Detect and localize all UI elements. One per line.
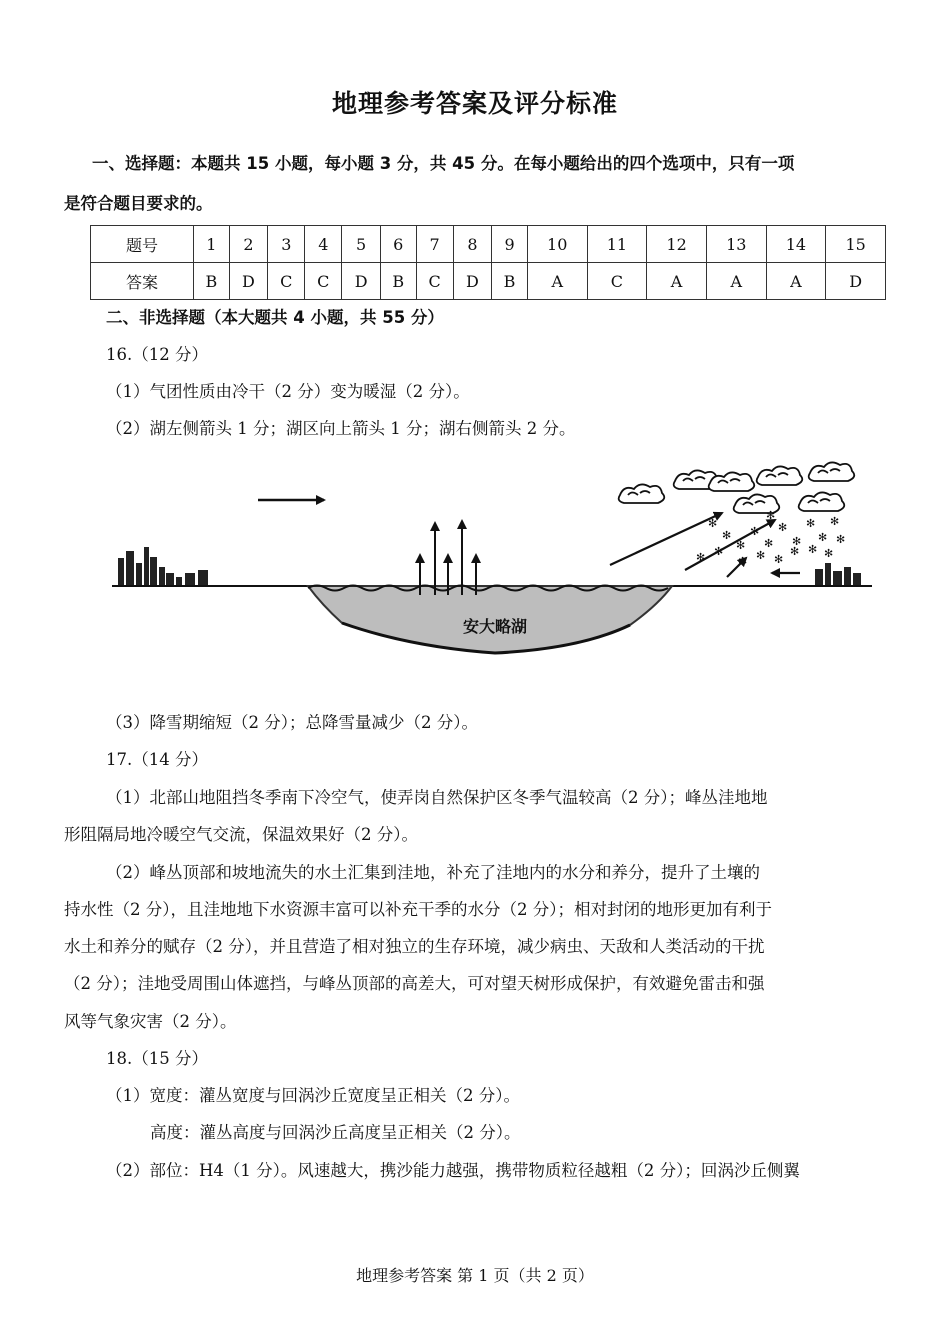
q17-part2-line3: 水土和养分的赋存（2 分），并且营造了相对独立的生存环境，减少病虫、天敌和人类活动的干扰 [64,937,765,956]
svg-text:✻: ✻ [766,509,776,522]
table-cell: C [416,263,453,300]
svg-text:✻: ✻ [818,531,828,544]
q17-part2-line4: （2 分）；洼地受周围山体遮挡，与峰丛顶部的高差大，可对望天树形成保护，有效避免雷击和强 [64,974,765,993]
q17-part2-line5: 风等气象灾害（2 分）。 [64,1012,237,1031]
table-cell: D [229,263,268,300]
q17-part1-line2: 形阻隔局地冷暖空气交流，保温效果好（2 分）。 [64,825,418,844]
table-row-numbers [91,226,886,263]
table-cell: D [342,263,381,300]
svg-text:✻: ✻ [836,533,846,546]
table-row-answers [91,263,886,300]
snow-clouds-icon [619,462,855,513]
table-cell: 10 [527,226,587,263]
table-cell: C [268,263,305,300]
q17-header: 17.（14 分） [106,750,208,769]
svg-text:✻: ✻ [792,535,802,548]
table-cell: A [527,263,587,300]
table-cell: 5 [342,226,381,263]
table-cell: D [453,263,492,300]
page-title: 地理参考答案及评分标准 [331,89,618,118]
lake-label: 安大略湖 [462,617,528,636]
q18-header: 18.（15 分） [106,1049,208,1068]
svg-text:✻: ✻ [824,547,834,560]
svg-text:✻: ✻ [778,521,788,534]
table-cell: B [194,263,230,300]
table-cell: 4 [305,226,342,263]
table-cell: 9 [492,226,528,263]
table-header-number: 题号 [91,226,194,263]
table-cell: C [305,263,342,300]
table-header-answer: 答案 [91,263,194,300]
table-cell: A [647,263,707,300]
section1-heading-line1: 一、选择题：本题共 15 小题，每小题 3 分，共 45 分。在每小题给出的四个选项中，只有一项 [92,154,795,173]
table-cell: B [380,263,416,300]
svg-text:✻: ✻ [756,549,766,562]
table-cell: 14 [766,226,826,263]
q16-part3: （3）降雪期缩短（2 分）；总降雪量减少（2 分）。 [106,713,478,732]
table-cell: 11 [587,226,647,263]
svg-text:✻: ✻ [808,543,818,556]
q16-header: 16.（12 分） [106,345,208,364]
city-skyline-left-icon [118,547,208,586]
page-footer: 地理参考答案 第 1 页（共 2 页） [356,1266,594,1285]
svg-text:✻: ✻ [722,529,732,542]
svg-text:✻: ✻ [708,517,718,530]
svg-text:✻: ✻ [774,553,784,566]
svg-text:✻: ✻ [696,551,706,564]
table-cell: 7 [416,226,453,263]
q18-part1-width: （1）宽度：灌丛宽度与回涡沙丘宽度呈正相关（2 分）。 [106,1086,520,1105]
snowflakes-icon [696,509,845,568]
table-cell: 12 [647,226,707,263]
table-cell: 15 [826,226,886,263]
table-cell: 13 [706,226,766,263]
svg-text:✻: ✻ [738,555,748,568]
table-cell: A [706,263,766,300]
table-cell: C [587,263,647,300]
q17-part2-line2: 持水性（2 分），且洼地地下水资源丰富可以补充干季的水分（2 分）；相对封闭的地形更加有利于 [64,900,772,919]
table-cell: A [766,263,826,300]
svg-text:✻: ✻ [736,539,746,552]
table-cell: 6 [380,226,416,263]
section2-heading: 二、非选择题（本大题共 4 小题，共 55 分） [106,308,444,327]
table-cell: 2 [229,226,268,263]
q18-part2: （2）部位：H4（1 分）。风速越大，携沙能力越强，携带物质粒径越粗（2 分）；回涡沙丘侧翼 [106,1161,800,1180]
svg-text:✻: ✻ [830,515,840,528]
answer-table [90,225,886,300]
svg-text:✻: ✻ [714,545,724,558]
table-cell: 8 [453,226,492,263]
evaporation-arrows [420,521,476,595]
table-cell: 1 [194,226,230,263]
svg-text:✻: ✻ [750,525,760,538]
q18-part1-height: 高度：灌丛高度与回涡沙丘高度呈正相关（2 分）。 [150,1123,521,1142]
q17-part2-line1: （2）峰丛顶部和坡地流失的水土汇集到洼地，补充了洼地内的水分和养分，提升了土壤的 [106,863,760,882]
svg-text:✻: ✻ [764,537,774,550]
table-cell: B [492,263,528,300]
q16-part2: （2）湖左侧箭头 1 分；湖区向上箭头 1 分；湖右侧箭头 2 分。 [106,419,576,438]
svg-text:✻: ✻ [790,545,800,558]
table-cell: 3 [268,226,305,263]
table-cell: D [826,263,886,300]
q17-part1-line1: （1）北部山地阻挡冬季南下冷空气，使弄岗自然保护区冬季气温较高（2 分）；峰丛洼地地 [106,788,768,807]
city-skyline-right-icon [815,563,861,586]
section1-heading-line2: 是符合题目要求的。 [64,194,213,213]
svg-text:✻: ✻ [806,517,816,530]
q16-part1: （1）气团性质由冷干（2 分）变为暖湿（2 分）。 [106,382,470,401]
lake-effect-diagram [110,455,880,675]
